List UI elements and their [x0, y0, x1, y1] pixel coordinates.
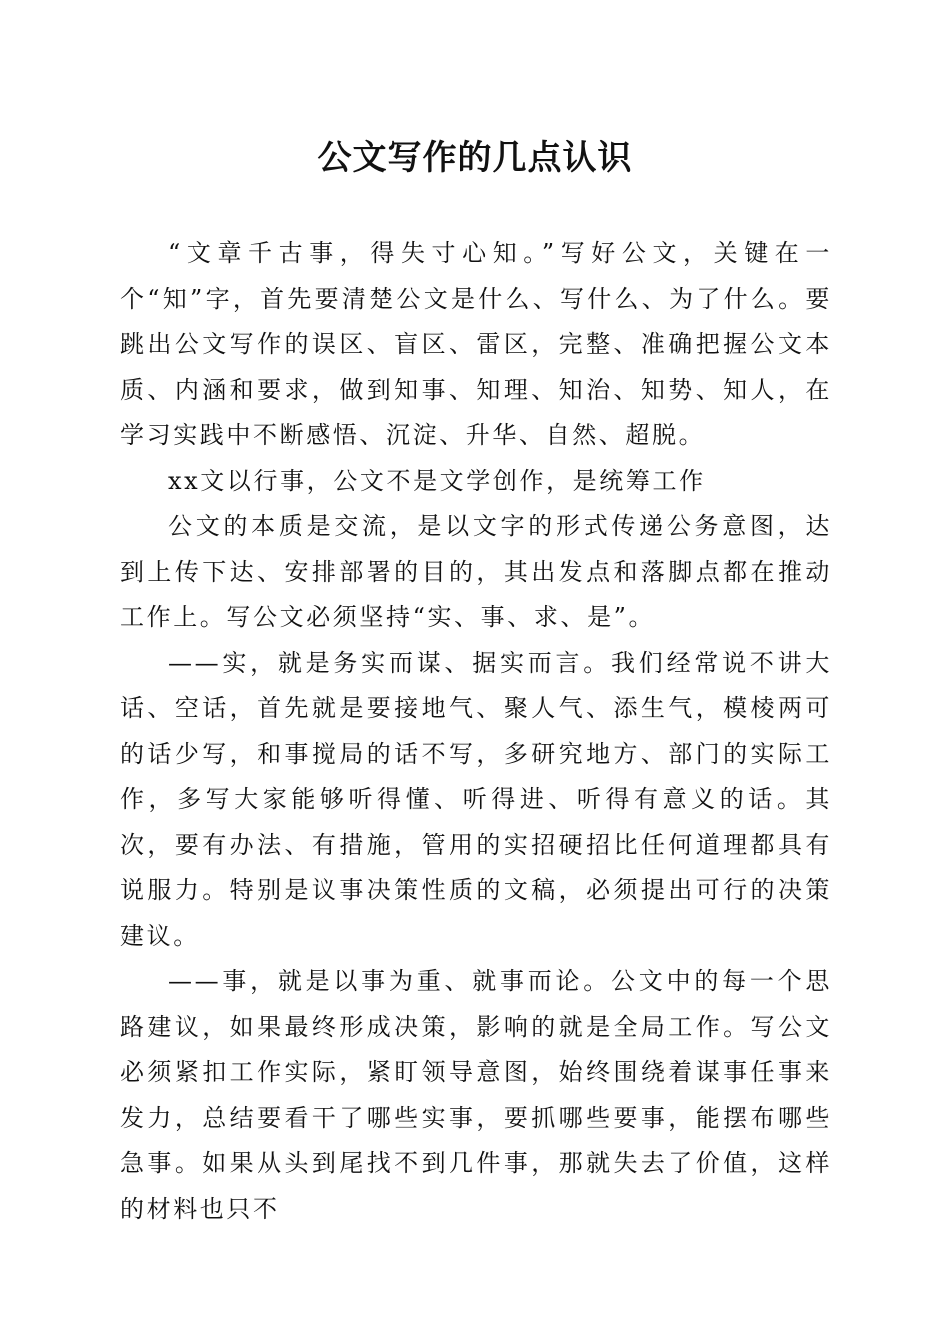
paragraph-shi-matters: ——事，就是以事为重、就事而论。公文中的每一个思路建议，如果最终形成决策，影响的就是全局工作。写公文必须紧扣工作实际，紧盯领导意图，始终围绕着谋事任事来发力，总结要看干了哪些实事，要抓哪些要事，能摆布哪些急事。如果从头到尾找不到几件事，那就失去了价值，这样的材料也只不	[120, 967, 832, 1223]
paragraph-section-heading: xx文以行事，公文不是文学创作，是统筹工作	[168, 466, 706, 495]
document-title: 公文写作的几点认识	[317, 138, 633, 178]
paragraph-essence: 公文的本质是交流，是以文字的形式传递公务意图，达到上传下达、安排部署的目的，其出发点和落脚点都在推动工作上。写公文必须坚持“实、事、求、是”。	[120, 512, 832, 631]
paragraph-shi-practical: ——实，就是务实而谋、据实而言。我们经常说不讲大话、空话，首先就是要接地气、聚人气、添生气，模棱两可的话少写，和事搅局的话不写，多研究地方、部门的实际工作，多写大家能够听得懂、听得进、听得有意义的话。其次，要有办法、有措施，管用的实招硬招比任何道理都具有说服力。特别是议事决策性质的文稿，必须提出可行的决策建议。	[120, 648, 832, 950]
paragraph-intro: “文章千古事，得失寸心知。”写好公文，关键在一个“知”字，首先要清楚公文是什么、写什么、为了什么。要跳出公文写作的误区、盲区、雷区，完整、准确把握公文本质、内涵和要求，做到知事、知理、知治、知势、知人，在学习实践中不断感悟、沉淀、升华、自然、超脱。	[120, 239, 832, 449]
document-body	[120, 231, 832, 1232]
